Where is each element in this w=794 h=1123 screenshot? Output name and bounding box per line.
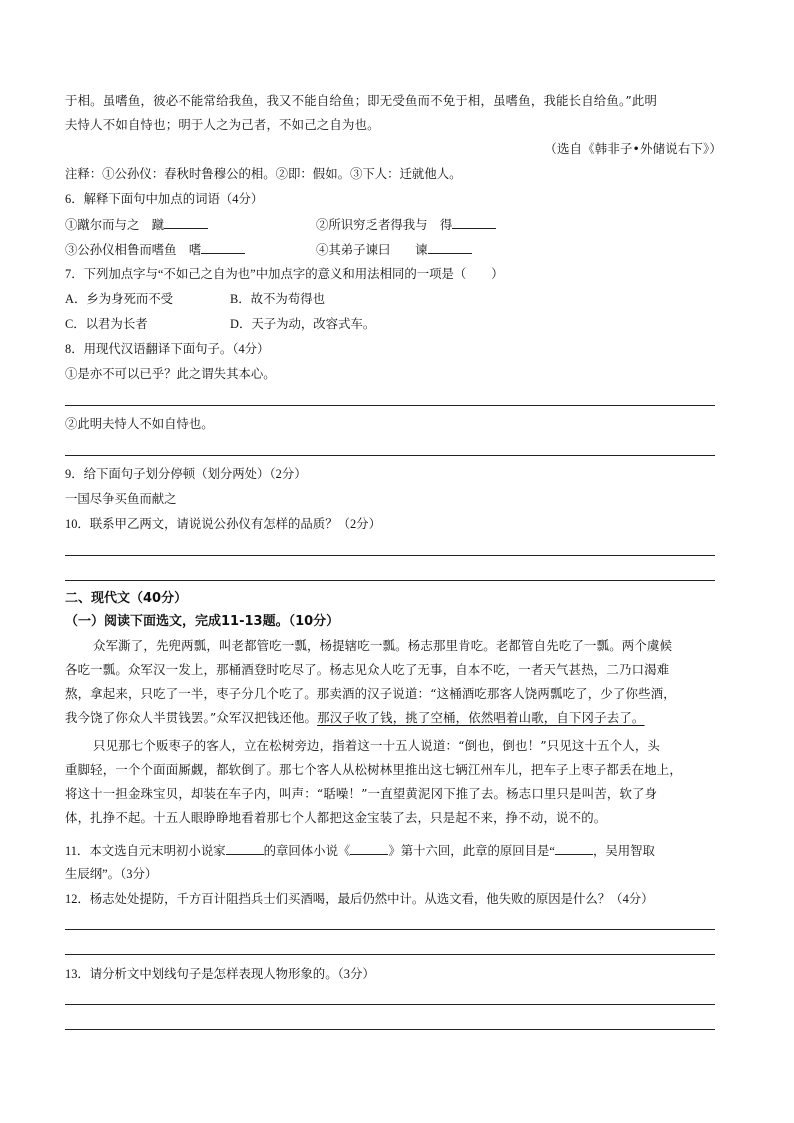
q11-line-2: 生辰纲”。（3分） bbox=[65, 867, 158, 881]
q13-stem: 13．请分析文中划线句子是怎样表现人物形象的。（3分） bbox=[65, 967, 375, 981]
q8-answer-line-1[interactable] bbox=[65, 405, 715, 406]
modern-p1-line-1: 众军澌了，先兜两瓢，叫老都管吃一瓢，杨提辖吃一瓢。杨志那里肯吃。老都管自先吃了一瓢。两个虞候 bbox=[93, 638, 673, 653]
q6-item-4 bbox=[316, 241, 472, 258]
q11-part-1: 11．本文选自元末明初小说家 bbox=[65, 844, 226, 858]
q8-sentence-2: ②此明夫恃人不如自恃也。 bbox=[65, 417, 214, 431]
q7-stem: 7．下列加点字与“不如己之自为也”中加点字的意义和用法相同的一项是（ ） bbox=[65, 267, 504, 281]
q12-answer-line-1[interactable] bbox=[65, 929, 715, 930]
q6-item-3-text: ③公孙仪相鲁而嗜鱼 嗜 bbox=[65, 243, 202, 257]
q6-stem: 6．解释下面句中加点的词语（4分） bbox=[65, 192, 264, 206]
q11-line-1 bbox=[65, 842, 655, 859]
modern-p1-line-4 bbox=[65, 710, 645, 726]
q9-sentence: 一国尽争买鱼而献之 bbox=[65, 492, 177, 506]
q6-blank-1[interactable] bbox=[164, 216, 208, 229]
q11-blank-author[interactable] bbox=[226, 842, 264, 855]
passage-b-line-1: 于相。虽嗜鱼，彼必不能常给我鱼，我又不能自给鱼；即无受鱼而不免于相，虽嗜鱼，我能长自给鱼。”此明 bbox=[65, 93, 658, 108]
passage-b-line-2: 夫恃人不如自恃也；明于人之为己者，不如己之自为也。 bbox=[65, 117, 380, 132]
underlined-sentence: 那汉子收了钱，挑了空桶，依然唱着山歌，自下冈子去了。 bbox=[317, 710, 645, 725]
modern-p1-line-2: 各吃一瓢。众军汉一发上，那桶酒登时吃尽了。杨志见众人吃了无事，自本不吃，一者天气甚热，二乃口渴难 bbox=[65, 662, 670, 677]
q10-stem: 10．联系甲乙两文，请说说公孙仪有怎样的品质？（2分） bbox=[65, 517, 381, 531]
q7-option-a[interactable]: A．乡为身死而不受 bbox=[65, 292, 174, 306]
q7-option-b[interactable]: B．故不为苟得也 bbox=[230, 292, 325, 306]
section-2-subtitle: （一）阅读下面选文，完成11-13题。（10分） bbox=[65, 614, 340, 629]
modern-p1-line-3: 熬，拿起来，只吃了一半，枣子分几个吃了。那卖酒的汉子说道：“这桶酒吃那客人饶两瓢吃了，少了你些酒， bbox=[65, 686, 676, 701]
q6-item-1 bbox=[65, 216, 208, 233]
q11-blank-novel[interactable] bbox=[350, 842, 388, 855]
q11-part-3: 》第十六回，此章的原回目是“ bbox=[388, 844, 555, 858]
q8-sentence-1: ①是亦不可以已乎？此之谓失其本心。 bbox=[65, 367, 276, 381]
q6-blank-3[interactable] bbox=[201, 241, 245, 254]
modern-p2-line-3: 将这十一担金珠宝贝，却装在车子内，叫声：“聒噪！”一直望黄泥冈下推了去。杨志口里只是叫苦，软了身 bbox=[65, 786, 658, 801]
modern-p2-line-2: 重脚轻，一个个面面厮觑，都软倒了。那七个客人从松树林里推出这七辆江州车儿，把车子上枣子都丢在地上， bbox=[65, 762, 682, 777]
q7-option-d[interactable]: D．天子为动，改容式车。 bbox=[230, 317, 376, 331]
q6-blank-4[interactable] bbox=[428, 241, 472, 254]
q9-stem: 9．给下面句子划分停顿（划分两处）（2分） bbox=[65, 467, 307, 481]
q10-answer-line-2[interactable] bbox=[65, 580, 715, 581]
q6-blank-2[interactable] bbox=[452, 216, 496, 229]
q6-item-1-text: ①蹴尔而与之 蹴 bbox=[65, 218, 165, 232]
q12-stem: 12．杨志处处提防，千方百计阻挡兵士们买酒喝，最后仍然中计。从选文看，他失败的原因是什么？（4分） bbox=[65, 892, 654, 906]
q6-item-2 bbox=[316, 216, 496, 233]
modern-p2-line-1: 只见那七个贩枣子的客人，立在松树旁边，指着这一十五人说道：“倒也，倒也！”只见这十五个人，头 bbox=[93, 738, 661, 753]
q8-answer-line-2[interactable] bbox=[65, 455, 715, 456]
q6-item-3 bbox=[65, 241, 245, 258]
q11-part-2: 的章回体小说《 bbox=[263, 844, 351, 858]
q11-part-4: ，吴用智取 bbox=[592, 844, 655, 858]
q6-item-4-text: ④其弟子谏曰 谏 bbox=[316, 243, 428, 257]
q12-answer-line-2[interactable] bbox=[65, 954, 715, 955]
q11-blank-chapter[interactable] bbox=[555, 842, 593, 855]
notes: 注释：①公孙仪：春秋时鲁穆公的相。②即：假如。③下人：迁就他人。 bbox=[65, 167, 462, 181]
section-2-title: 二、现代文（40分） bbox=[65, 591, 188, 606]
q13-answer-line-1[interactable] bbox=[65, 1004, 715, 1005]
q8-stem: 8．用现代汉语翻译下面句子。（4分） bbox=[65, 342, 270, 356]
modern-p2-line-4: 体，扎挣不起。十五人眼睁睁地看着那七个人都把这金宝装了去，只是起不来，挣不动，说不的。 bbox=[65, 810, 607, 825]
q13-answer-line-2[interactable] bbox=[65, 1029, 715, 1030]
modern-p1-line-4-text: 我今饶了你众人半贯钱罢。”众军汉把钱还他。 bbox=[65, 710, 318, 725]
q7-option-c[interactable]: C．以君为长者 bbox=[65, 317, 148, 331]
q10-answer-line-1[interactable] bbox=[65, 555, 715, 556]
q6-item-2-text: ②所识穷乏者得我与 得 bbox=[316, 218, 453, 232]
passage-b-source: （选自《韩非子•外储说右下》） bbox=[544, 141, 722, 156]
